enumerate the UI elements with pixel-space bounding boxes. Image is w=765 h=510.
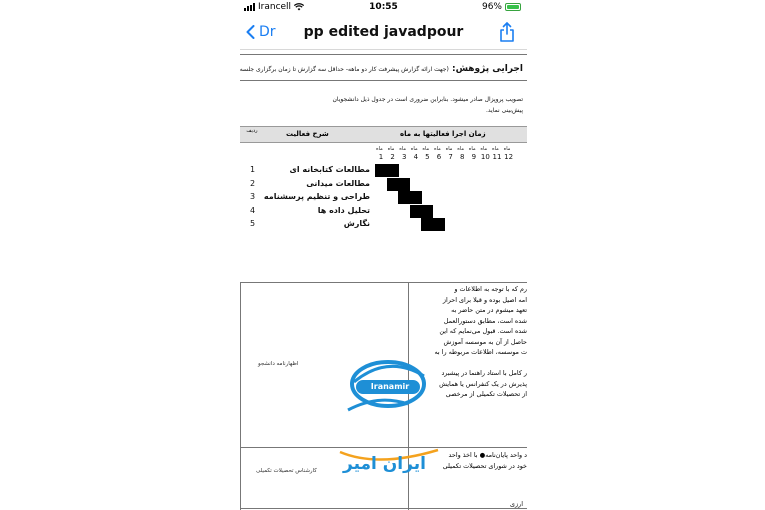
status-right bbox=[482, 2, 521, 12]
expert-line: خود در شورای تحصیلات تکمیلی bbox=[442, 461, 527, 470]
gantt-activity-label: تحلیل داده ها bbox=[317, 205, 370, 215]
gantt-month-number: 3 bbox=[401, 153, 407, 161]
gantt-month-word: ماه bbox=[434, 146, 441, 152]
gantt-month-number: 8 bbox=[459, 153, 465, 161]
declaration-line: شده است، مطابق دستورالعمل bbox=[443, 316, 527, 325]
gantt-month-number: 5 bbox=[425, 153, 430, 161]
expert-label: کارشناس تحصیلات تکمیلی bbox=[256, 468, 317, 474]
gantt-month-word: ماه bbox=[410, 146, 418, 152]
gantt-month-number: 10 bbox=[480, 153, 490, 161]
declaration-line: حاصل از آن به موسسه آموزش bbox=[443, 337, 527, 346]
chevron-left-icon bbox=[246, 25, 255, 39]
gantt-month-number: 7 bbox=[448, 153, 453, 161]
section-title bbox=[240, 64, 523, 74]
section-title-text: اجرایی پژوهش: bbox=[451, 64, 523, 74]
back-button[interactable] bbox=[246, 24, 276, 40]
top-rule bbox=[240, 54, 527, 55]
gantt-month-word: ماه bbox=[457, 146, 465, 152]
status-bar bbox=[240, 0, 527, 15]
gantt-cell-filled bbox=[421, 218, 433, 231]
declaration-line: از تحصیلات تکمیلی از مرخصی bbox=[445, 390, 527, 398]
gantt-cell-filled bbox=[375, 164, 387, 177]
gantt-activity-label: مطالعات کتابخانه ای bbox=[289, 165, 370, 174]
table-rule-3 bbox=[240, 508, 527, 509]
gantt-row-number: 3 bbox=[250, 192, 256, 201]
gantt-row-number: 2 bbox=[250, 178, 256, 188]
gantt-month-number: 2 bbox=[390, 153, 395, 161]
watermark-badge-text: Iranamir bbox=[370, 382, 410, 391]
gantt-month-word: ماه bbox=[399, 146, 407, 152]
intro-line-1: تصویب پروپزال صادر میشود. بنابراین ضروری است در جدول ذیل دانشجویان bbox=[332, 96, 523, 103]
gantt-month-number: 1 bbox=[378, 153, 384, 161]
student-declaration-label: اظهارنامه دانشجو bbox=[258, 361, 299, 367]
intro-paragraph bbox=[293, 94, 523, 116]
declaration-line: پذیرش در یک کنفرانس یا همایش bbox=[439, 379, 527, 388]
declaration-line: تعهد میشوم در متن حاضر به bbox=[451, 306, 527, 314]
declaration-line: امه اصیل بوده و قبلا برای احراز bbox=[442, 295, 527, 304]
gantt-month-word: ماه bbox=[387, 146, 395, 152]
iranamir-watermark bbox=[338, 344, 478, 494]
share-button[interactable] bbox=[499, 22, 515, 46]
section-rule bbox=[240, 80, 527, 81]
gantt-month-word: ماه bbox=[480, 146, 488, 152]
declaration-line: ت موسسه، اطلاعات مربوطه را به bbox=[434, 348, 527, 356]
declaration-line: رم که با توجه به اطلاعات و bbox=[454, 285, 527, 293]
gantt-desc-header: شرح فعالیت bbox=[286, 130, 329, 138]
gantt-row-number: 4 bbox=[250, 205, 256, 215]
gantt-header bbox=[240, 126, 527, 143]
gantt-row-number: 1 bbox=[250, 165, 256, 174]
gantt-cell-filled bbox=[398, 191, 410, 204]
gantt-month-number: 4 bbox=[413, 153, 419, 161]
gantt-month-word: ماه bbox=[376, 146, 383, 152]
gantt-month-number: 11 bbox=[492, 153, 502, 161]
gantt-cell-filled bbox=[387, 178, 399, 191]
phone-screen bbox=[240, 0, 527, 510]
declaration-line: ر کامل با استاد راهنما در پیشبرد bbox=[441, 369, 527, 377]
gantt-activity-label: مطالعات میدانی bbox=[306, 178, 370, 188]
gantt-cell-filled bbox=[398, 178, 410, 191]
gantt-month-number: 12 bbox=[504, 153, 514, 161]
navigation-bar bbox=[240, 15, 527, 50]
gantt-month-word: ماه bbox=[422, 146, 430, 152]
gantt-month-word: ماه bbox=[503, 146, 511, 152]
footer-fragment: ارزی bbox=[510, 500, 523, 508]
declaration-line: شده است. قبول می‌نمایم که این bbox=[439, 327, 527, 335]
table-rule-1 bbox=[240, 282, 527, 283]
gantt-month-word: ماه bbox=[468, 146, 476, 152]
gantt-month-word: ماه bbox=[445, 146, 453, 152]
gantt-cell-filled bbox=[433, 218, 445, 231]
gantt-cell-filled bbox=[387, 164, 399, 177]
gantt-months-header: زمان اجرا فعالیتها به ماه bbox=[400, 130, 486, 138]
carrier-label: Irancell bbox=[258, 2, 292, 12]
status-time: 10:55 bbox=[369, 2, 398, 12]
gantt-month-number: 6 bbox=[436, 153, 442, 161]
gantt-month-number: 9 bbox=[471, 153, 477, 161]
battery-icon bbox=[505, 3, 521, 11]
table-left-border bbox=[240, 282, 241, 510]
gantt-cell-filled bbox=[410, 191, 422, 204]
share-icon bbox=[499, 22, 515, 42]
back-label: Dr bbox=[259, 24, 276, 40]
gantt-cell-filled bbox=[410, 205, 422, 218]
section-subtitle: (جهت ارائه گزارش پیشرفت کار دو ماهه- حداقل سه گزارش تا زمان برگزاری جلسه bbox=[240, 66, 449, 73]
document-title: pp edited javadpour bbox=[303, 24, 464, 40]
gantt-month-word: ماه bbox=[492, 146, 499, 152]
gantt-cell-filled bbox=[421, 205, 433, 218]
watermark-brand-text: ایران امیر bbox=[343, 454, 426, 474]
intro-line-2: پیش‌بینی نماید. bbox=[485, 107, 523, 114]
battery-percent: 96% bbox=[481, 2, 502, 12]
expert-line: د واحد پایان‌نامه● با اخذ واحد bbox=[448, 451, 527, 459]
gantt-activity-label: نگارش bbox=[343, 219, 370, 228]
gantt-row-number: 5 bbox=[250, 219, 256, 228]
gantt-row-header: ردیف bbox=[246, 128, 258, 134]
gantt-activity-label: طراحی و تنظیم پرسشنامه bbox=[263, 192, 370, 201]
